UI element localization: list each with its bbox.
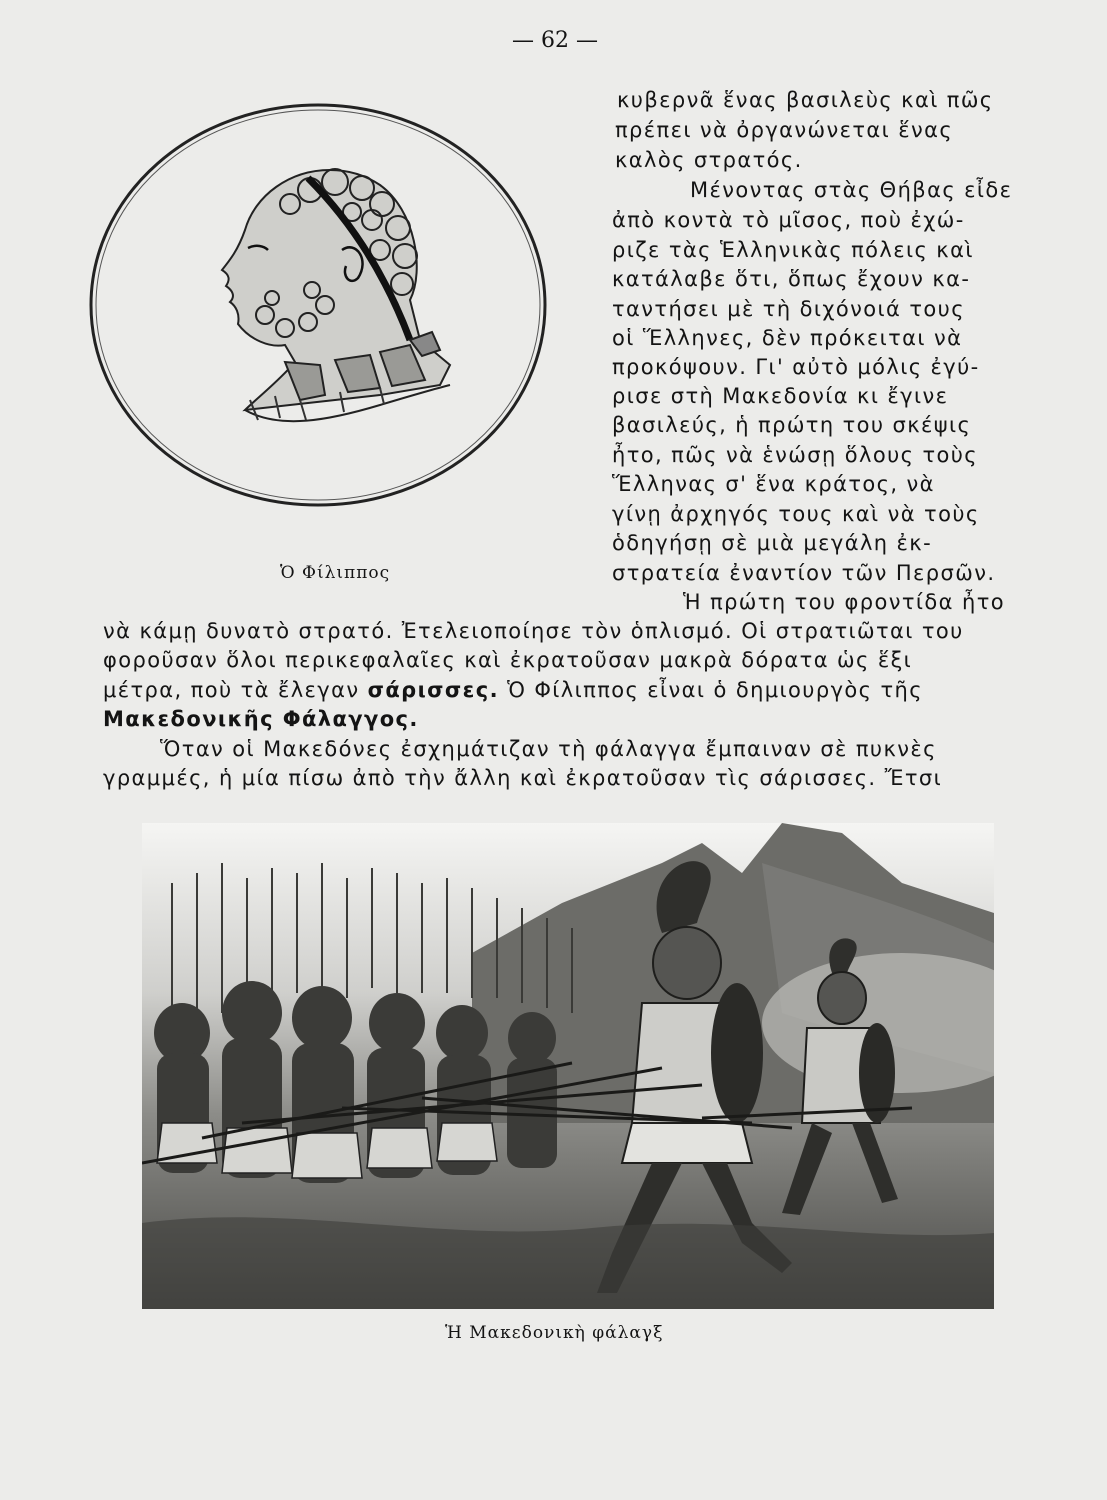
page-number: — 62 — bbox=[512, 28, 598, 53]
column-line: Ἡ πρώτη του φροντίδα ἦτο bbox=[683, 590, 1006, 614]
philip-figure-caption: Ὁ Φίλιππος bbox=[280, 563, 391, 583]
column-line: ταντήσει μὲ τὴ διχόνοιά τους bbox=[612, 297, 965, 321]
body-text: Ὁ Φίλιππος εἶναι ὁ δημιουργὸς τῆς bbox=[499, 678, 923, 702]
body-line bbox=[103, 675, 923, 705]
column-line: ἀπὸ κοντὰ τὸ μῖσος, ποὺ ἐχώ- bbox=[612, 208, 965, 232]
column-line: ὁδηγήσῃ σὲ μιὰ μεγάλη ἐκ- bbox=[612, 531, 933, 555]
column-line: προκόψουν. Γι' αὐτὸ μόλις ἐγύ- bbox=[612, 355, 980, 379]
phalanx-illustration bbox=[142, 823, 994, 1309]
phalanx-figure-caption: Ἡ Μακεδονικὴ φάλαγξ bbox=[445, 1323, 664, 1343]
column-line: κυβερνᾶ ἕνας βασιλεὺς καὶ πῶς bbox=[617, 88, 994, 112]
column-line: ριζε τὰς Ἑλληνικὰς πόλεις καὶ bbox=[612, 238, 974, 262]
body-line: Ὅταν οἱ Μακεδόνες ἐσχημάτιζαν τὴ φάλαγγα ἔμπαιναν σὲ πυκνὲς bbox=[160, 737, 937, 761]
philip-coin-illustration bbox=[80, 100, 580, 520]
column-line: Ἕλληνας σ' ἕνα κράτος, νὰ bbox=[612, 472, 935, 496]
column-line: στρατεία ἐναντίον τῶν Περσῶν. bbox=[612, 561, 996, 585]
column-line: οἱ Ἕλληνες, δὲν πρόκειται νὰ bbox=[612, 326, 963, 350]
column-line: βασιλεύς, ἡ πρώτη του σκέψις bbox=[612, 413, 972, 437]
body-line: νὰ κάμῃ δυνατὸ στρατό. Ἐτελειοποίησε τὸν ὁπλισμό. Οἱ στρατιῶται του bbox=[103, 619, 964, 643]
column-line: Μένοντας στὰς Θήβας εἶδε bbox=[690, 178, 1013, 202]
column-line: ρισε στὴ Μακεδονία κι ἔγινε bbox=[612, 384, 949, 408]
column-line: κατάλαβε ὅτι, ὅπως ἔχουν κα- bbox=[612, 267, 971, 291]
body-line: γραμμές, ἡ μία πίσω ἀπὸ τὴν ἄλλη καὶ ἐκρατοῦσαν τὶς σάρισσες. Ἔτσι bbox=[103, 766, 943, 790]
column-line: πρέπει νὰ ὀργανώνεται ἕνας bbox=[615, 118, 954, 142]
column-line: καλὸς στρατός. bbox=[615, 148, 803, 172]
phalanx-term: Μακεδονικῆς Φάλαγγος. bbox=[103, 707, 419, 731]
column-line: γίνῃ ἀρχηγός τους καὶ νὰ τοὺς bbox=[612, 502, 980, 526]
column-line: ἦτο, πῶς νὰ ἑνώσῃ ὅλους τοὺς bbox=[612, 443, 979, 467]
sarissa-term: σάρισσες. bbox=[367, 678, 500, 702]
body-text: μέτρα, ποὺ τὰ ἔλεγαν bbox=[103, 678, 368, 702]
body-line: φοροῦσαν ὅλοι περικεφαλαῖες καὶ ἐκρατοῦσαν μακρὰ δόρατα ὡς ἕξι bbox=[103, 648, 913, 672]
